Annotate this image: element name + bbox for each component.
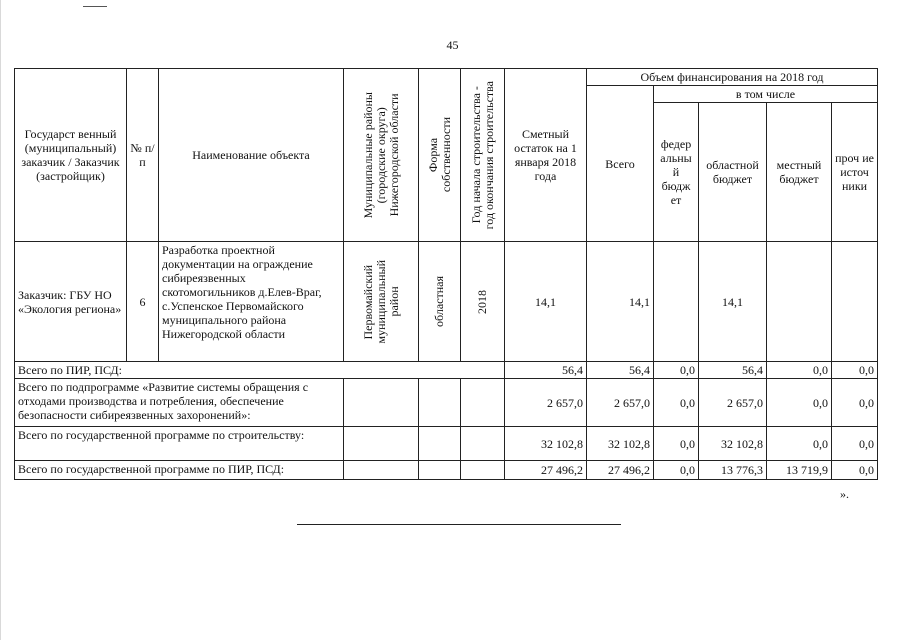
totals-total: 56,4 <box>587 362 654 379</box>
row-years-text: 2018 <box>475 289 489 314</box>
page-number: 45 <box>446 38 459 52</box>
totals-empty-cell <box>344 379 419 427</box>
row-federal <box>654 242 699 362</box>
header-funding: Объем финансирования на 2018 год <box>587 69 878 86</box>
object-row <box>15 242 878 362</box>
totals-other: 0,0 <box>832 427 878 461</box>
row-district-line: муниципальный <box>373 259 388 344</box>
row-customer: Заказчик: ГБУ НО «Экология региона» <box>15 242 127 362</box>
totals-total: 27 496,2 <box>587 461 654 480</box>
totals-federal: 0,0 <box>654 362 699 379</box>
top-scan-line <box>83 6 107 7</box>
header-ownership-line: собственности <box>438 117 453 193</box>
row-regional: 14,1 <box>699 242 767 362</box>
totals-row <box>15 427 878 461</box>
header-federal: федер альны й бюдж ет <box>654 103 699 242</box>
totals-local: 0,0 <box>767 362 832 379</box>
left-scan-edge <box>0 0 1 640</box>
totals-estimate: 2 657,0 <box>505 379 587 427</box>
totals-federal: 0,0 <box>654 427 699 461</box>
row-district <box>344 242 419 362</box>
header-districts-line: Муниципальные районы <box>360 91 375 219</box>
header-total: Всего <box>587 86 654 242</box>
row-ownership-text: областная <box>432 276 446 327</box>
totals-estimate: 32 102,8 <box>505 427 587 461</box>
totals-other: 0,0 <box>832 362 878 379</box>
row-ownership <box>419 242 461 362</box>
totals-total: 2 657,0 <box>587 379 654 427</box>
totals-empty-cell <box>419 461 461 480</box>
row-total: 14,1 <box>587 242 654 362</box>
totals-empty-cell <box>344 427 419 461</box>
totals-other: 0,0 <box>832 379 878 427</box>
totals-empty-cell <box>419 427 461 461</box>
header-districts <box>344 69 419 242</box>
row-years <box>461 242 505 362</box>
row-local <box>767 242 832 362</box>
totals-label: Всего по подпрограмме «Развитие системы обращения с отходами производства и потребления, обеспечение безопасности сибиреязвенных захоронений»: <box>15 379 344 427</box>
header-ownership-line: Форма <box>425 137 440 173</box>
totals-row <box>15 379 878 427</box>
header-object-name: Наименование объекта <box>159 69 344 242</box>
row-object-name: Разработка проектной документации на ограждение сибиреязвенных скотомогильников д.Елев-Враг, с.Успенское Первомайского муниципального района Нижегородской области <box>159 242 344 362</box>
totals-regional: 13 776,3 <box>699 461 767 480</box>
row-number: 6 <box>127 242 159 362</box>
totals-local: 13 719,9 <box>767 461 832 480</box>
header-other: проч ие источ ники <box>832 103 878 242</box>
totals-empty-cell <box>461 427 505 461</box>
row-other <box>832 242 878 362</box>
totals-estimate: 27 496,2 <box>505 461 587 480</box>
header-estimate: Сметный остаток на 1 января 2018 года <box>505 69 587 242</box>
totals-local: 0,0 <box>767 379 832 427</box>
totals-regional: 2 657,0 <box>699 379 767 427</box>
totals-empty-cell <box>461 379 505 427</box>
totals-local: 0,0 <box>767 427 832 461</box>
header-ownership <box>419 69 461 242</box>
row-estimate: 14,1 <box>505 242 587 362</box>
totals-total: 32 102,8 <box>587 427 654 461</box>
totals-estimate: 56,4 <box>505 362 587 379</box>
totals-label: Всего по государственной программе по ПИР, ПСД: <box>15 461 344 480</box>
row-district-line: район <box>386 286 401 317</box>
financing-table <box>14 68 878 480</box>
totals-regional: 56,4 <box>699 362 767 379</box>
header-years-line: год окончания строительства <box>481 80 496 230</box>
totals-label: Всего по ПИР, ПСД: <box>15 362 505 379</box>
totals-row <box>15 461 878 480</box>
header-regional: областной бюджет <box>699 103 767 242</box>
row-district-line: Первомайский <box>360 264 375 339</box>
header-local: местный бюджет <box>767 103 832 242</box>
totals-label: Всего по государственной программе по строительству: <box>15 427 344 461</box>
header-years <box>461 69 505 242</box>
totals-empty-cell <box>344 461 419 480</box>
header-districts-line: Нижегородской области <box>386 93 401 217</box>
totals-empty-cell <box>461 461 505 480</box>
header-districts-line: (городские округа) <box>373 106 388 204</box>
closing-quote-mark: ». <box>840 487 849 501</box>
header-row-1 <box>15 69 878 86</box>
totals-federal: 0,0 <box>654 461 699 480</box>
totals-federal: 0,0 <box>654 379 699 427</box>
totals-row <box>15 362 878 379</box>
header-number: № п/п <box>127 69 159 242</box>
header-customer: Государст венный (муниципальный) заказчик / Заказчик (застройщик) <box>15 69 127 242</box>
header-years-line: Год начала строительства - <box>468 86 483 224</box>
header-including: в том числе <box>654 86 878 103</box>
totals-empty-cell <box>419 379 461 427</box>
totals-other: 0,0 <box>832 461 878 480</box>
bottom-separator-line <box>297 524 621 525</box>
totals-regional: 32 102,8 <box>699 427 767 461</box>
